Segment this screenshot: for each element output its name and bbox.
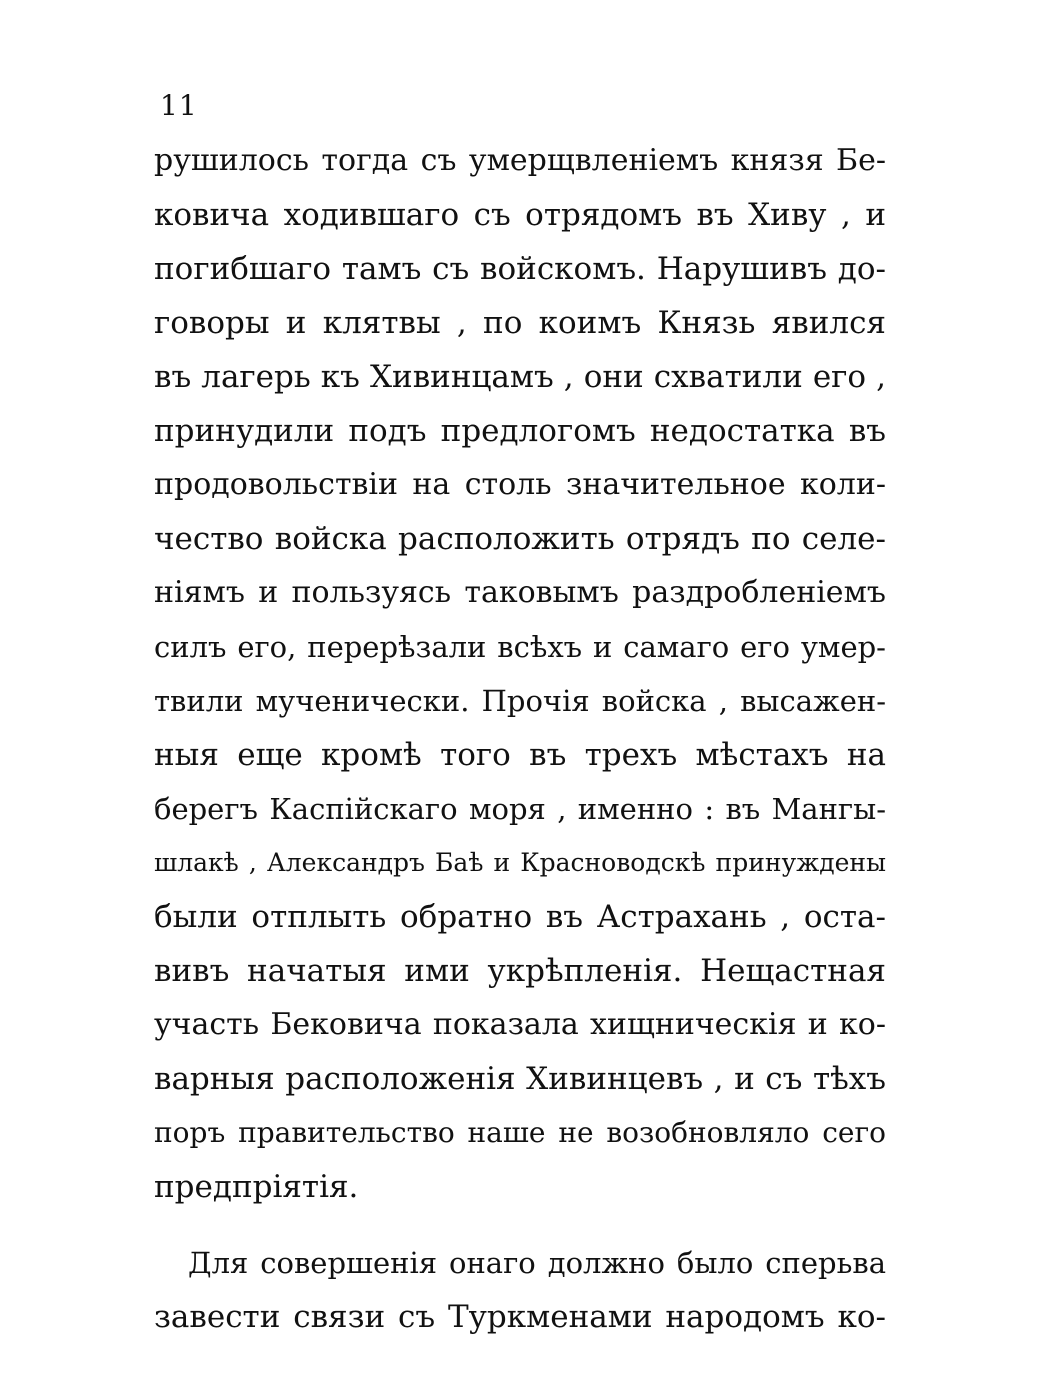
text-line: Для совершенія онаго должно было сперьва	[188, 1246, 886, 1280]
text-line: говоры и клятвы , по коимъ Князь явился	[154, 305, 886, 341]
text-line: силъ его, перерѣзали всѣхъ и самаго его умер-	[154, 630, 886, 664]
text-line: завести связи съ Туркменами народомъ ко-	[154, 1299, 886, 1335]
text-line: предпріятія.	[154, 1169, 359, 1205]
text-line: погибшаго тамъ съ войскомъ. Нарушивъ до-	[154, 251, 886, 287]
text-line: принудили подъ предлогомъ недостатка въ	[154, 413, 886, 449]
paragraph-1	[154, 134, 886, 1214]
text-line: продовольствіи на столь значительное коли-	[154, 467, 886, 502]
text-line: берегъ Каспійскаго моря , именно : въ Мангы-	[154, 792, 886, 826]
page-number: 11	[160, 89, 198, 122]
text-line: рушилось тогда съ умерщвленіемъ князя Бе-	[154, 143, 886, 178]
body-text	[154, 134, 886, 1344]
text-line: твили мученически. Прочія войска , высажен-	[154, 684, 886, 718]
text-line: ніямъ и пользуясь таковымъ раздробленіемъ	[154, 575, 886, 610]
text-line: шлакѣ , Александръ Баѣ и Красноводскѣ принуждены	[154, 848, 886, 877]
text-line: въ лагерь къ Хивинцамъ , они схватили его ,	[154, 359, 886, 395]
text-line: ныя еще кромѣ того въ трехъ мѣстахъ на	[154, 737, 886, 773]
paragraph-2	[154, 1236, 886, 1344]
text-line: участь Бековича показала хищническія и ко-	[154, 1007, 886, 1042]
paragraph-gap	[154, 1214, 886, 1236]
text-line: были отплыть обратно въ Астрахань , оста-	[154, 899, 886, 935]
text-line: варныя расположенія Хивинцевъ , и съ тѣхъ	[154, 1061, 886, 1097]
text-line: поръ правительство наше не возобновляло сего	[154, 1116, 886, 1149]
text-line: вивъ начатыя ими укрѣпленія. Нещастная	[154, 953, 886, 989]
text-line: ковича ходившаго съ отрядомъ въ Хиву , и	[154, 197, 886, 233]
text-line: чество войска расположить отрядъ по селе-	[154, 521, 886, 557]
